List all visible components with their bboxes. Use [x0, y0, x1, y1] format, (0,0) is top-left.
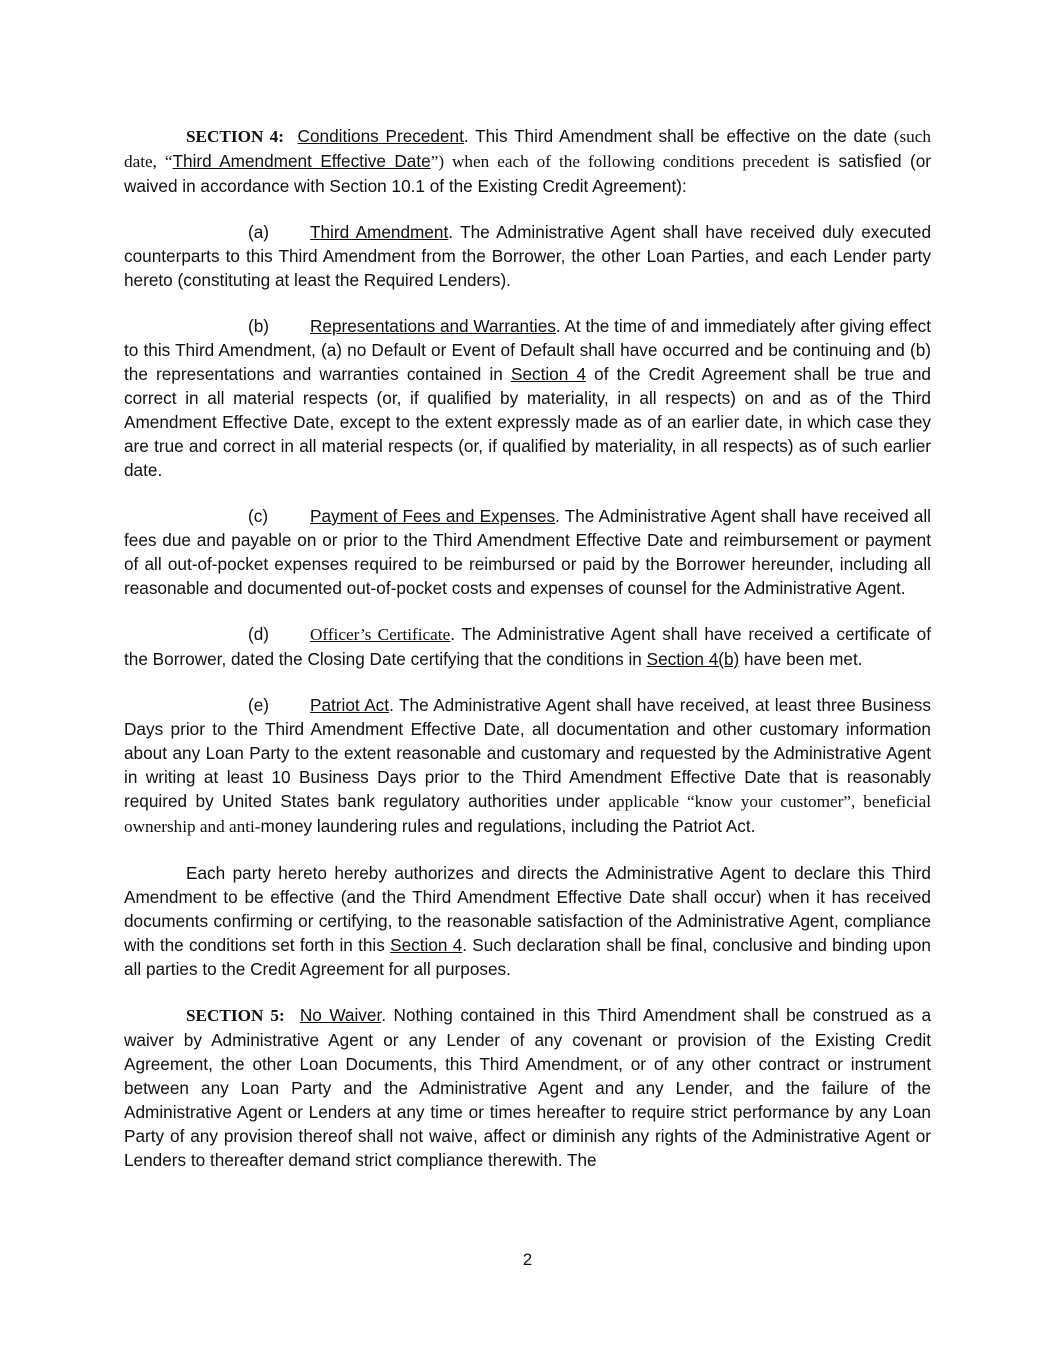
item-d-title: Officer’s Certificate: [310, 625, 451, 644]
item-e-paragraph: [124, 693, 931, 839]
section-4-intro-d: is satisfied (or waived in accordance with Section 10.1 of the Existing Credit Agreement):: [124, 151, 931, 196]
item-a-title: Third Amendment: [310, 222, 449, 242]
item-d-text-1: . The Administrative Agent shall have received a certificate of the Borrower, dated the Closing Date certifying that the conditions in: [124, 624, 931, 669]
item-b-text-2: of the Credit Agreement shall be true and correct in all material respects (or, if qualified by materiality, in all respects) on and as of the Third Amendment Effective Date, except to the extent expressly made as of an earlier date, in which case they are true and correct in all material respects (or, if qualified by materiality, in all respects) as of such earlier date.: [124, 364, 931, 480]
item-c-label: (c): [248, 506, 269, 526]
item-a-label: (a): [248, 222, 270, 242]
item-a-paragraph: [124, 220, 931, 292]
item-a-text: . The Administrative Agent shall have received duly executed counterparts to this Third Amendment from the Borrower, the other Loan Parties, and each Lender party hereto (constituting at least the Required Lenders).: [124, 222, 932, 290]
section-4-intro-c: ”) when each of the following conditions precedent: [430, 152, 810, 171]
item-b-paragraph: [124, 314, 931, 482]
item-c-title: Payment of Fees and Expenses: [310, 506, 556, 526]
section-4-intro-a: . This Third Amendment shall be effective on the date: [463, 126, 894, 146]
item-c-text: . The Administrative Agent shall have received all fees due and payable on or prior to the Third Amendment Effective Date and reimbursement or payment of all out-of-pocket expenses required to be reimbursed or paid by the Borrower hereunder, including all reasonable and documented out-of-pocket costs and expenses of counsel for the Administrative Agent.: [124, 506, 931, 598]
section-5-text: . Nothing contained in this Third Amendment shall be construed as a waiver by Administrative Agent or any Lender of any covenant or provision of the Existing Credit Agreement, the other Loan Documents, this Third Amendment, or of any other contract or instrument between any Loan Party and the Administrative Agent and any Lender, and the failure of the Administrative Agent or Lenders at any time or times hereafter to require strict performance by any Loan Party of any provision thereof shall not waive, affect or diminish any rights of the Administrative Agent or Lenders to thereafter demand strict compliance therewith. The: [124, 1005, 932, 1170]
item-d-label: (d): [248, 624, 270, 644]
item-d-section-ref: Section 4(b): [646, 649, 740, 669]
section-4-heading: SECTION 4:: [186, 127, 284, 146]
item-e-text-serif: applicable “know your customer”, beneficial ownership and anti-: [124, 792, 931, 836]
item-e-title: Patriot Act: [310, 695, 390, 715]
authorization-text-2: . Such declaration shall be final, conclusive and binding upon all parties to the Credit Agreement for all purposes.: [124, 935, 931, 979]
item-e-label: (e): [248, 695, 270, 715]
item-b-section-ref: Section 4: [511, 364, 587, 384]
page-number: 2: [522, 1250, 533, 1269]
defined-term-effective-date: Third Amendment Effective Date: [172, 151, 431, 171]
authorization-text-1: Each party hereto hereby authorizes and directs the Administrative Agent to declare this Third Amendment to be effective (and the Third Amendment Effective Date shall occur) when it has received documents confirming or certifying, to the reasonable satisfaction of the Administrative Agent, compliance with the conditions set forth in this: [124, 863, 931, 955]
item-e-text-2: money laundering rules and regulations, including the Patriot Act.: [260, 816, 756, 836]
section-5-title: No Waiver: [299, 1005, 382, 1025]
item-d-paragraph: [124, 622, 931, 671]
section-4-title: Conditions Precedent: [297, 126, 464, 146]
item-e-text-1: . The Administrative Agent shall have received, at least three Business Days prior to the Third Amendment Effective Date, all documentation and other customary information about any Loan Party to the extent reasonable and customary and requested by the Administrative Agent in writing at least 10 Business Days prior to the Third Amendment Effective Date that is reasonably required by United States bank regulatory authorities under: [124, 695, 931, 811]
item-c-paragraph: [124, 504, 931, 600]
item-b-text-1: . At the time of and immediately after giving effect to this Third Amendment, (a) no Default or Event of Default shall have occurred and be continuing and (b) the representations and warranties contained in: [124, 316, 931, 384]
section-5-paragraph: [124, 1003, 931, 1172]
item-b-label: (b): [248, 316, 270, 336]
section-5-heading: SECTION 5:: [186, 1006, 285, 1025]
authorization-section-ref: Section 4: [390, 935, 463, 955]
item-d-text-2: have been met.: [739, 649, 863, 669]
section-4-paragraph: [124, 124, 931, 198]
item-b-title: Representations and Warranties: [310, 316, 556, 336]
section-4-intro-b: (such date, “: [124, 127, 931, 171]
authorization-paragraph: [124, 861, 931, 981]
document-page: [124, 124, 931, 1194]
